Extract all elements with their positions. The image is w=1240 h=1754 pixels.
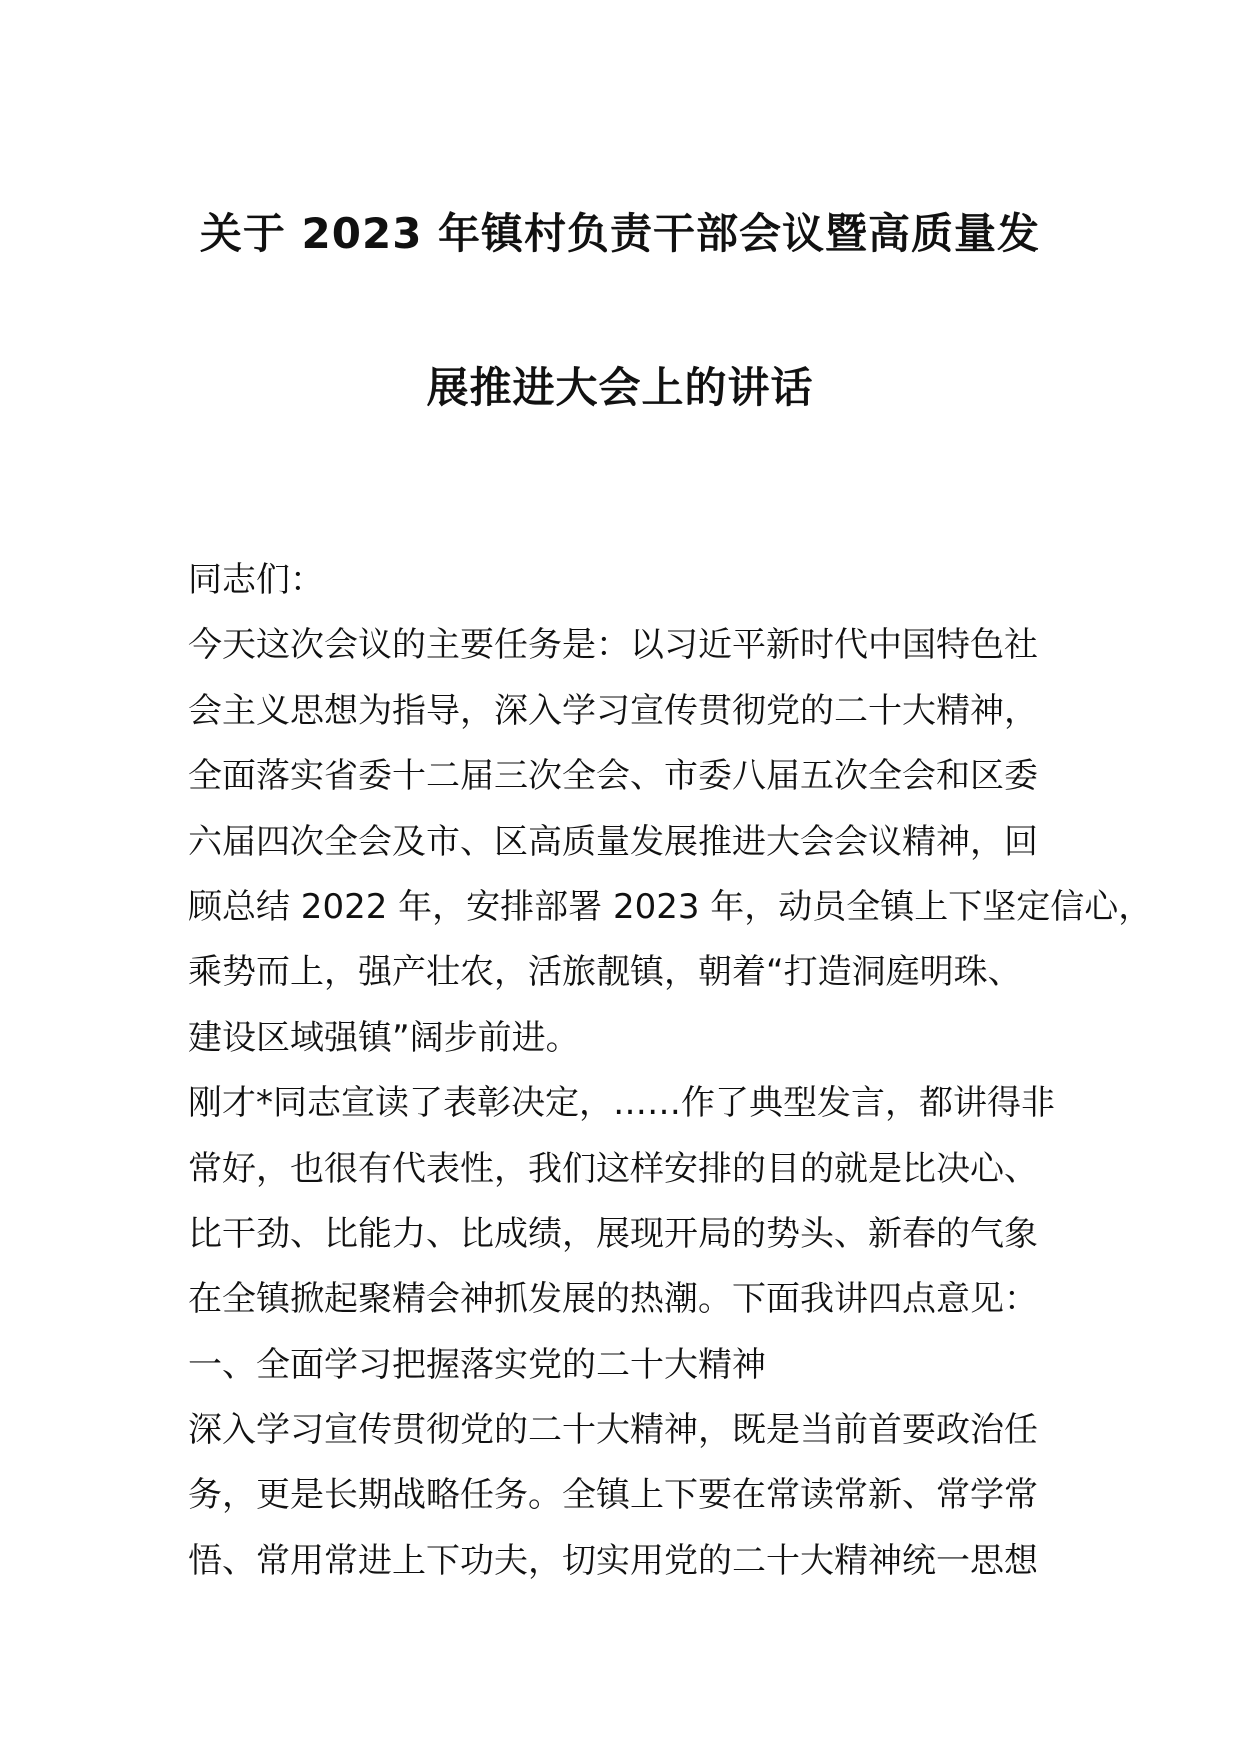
section-heading: 一、全面学习把握落实党的二十大精神 — [188, 1344, 766, 1385]
body-line: 顾总结 2022 年，安排部署 2023 年，动员全镇上下坚定信心， — [188, 886, 1153, 927]
body-line: 常好，也很有代表性，我们这样安排的目的就是比决心、 — [188, 1148, 1038, 1189]
body-line: 今天这次会议的主要任务是：以习近平新时代中国特色社 — [188, 625, 1038, 666]
document-body — [188, 548, 1153, 1594]
document-title-line-1: 关于 2023 年镇村负责干部会议暨高质量发 — [199, 209, 1041, 258]
document-title-line-2: 展推进大会上的讲话 — [426, 363, 814, 412]
salutation: 同志们： — [188, 560, 324, 600]
body-line: 务，更是长期战略任务。全镇上下要在常读常新、常学常 — [188, 1475, 1038, 1516]
body-line: 在全镇掀起聚精会神抓发展的热潮。下面我讲四点意见： — [188, 1279, 1038, 1320]
body-line: 乘势而上，强产壮农，活旅靓镇，朝着“打造洞庭明珠、 — [188, 952, 1022, 993]
body-line: 六届四次全会及市、区高质量发展推进大会会议精神，回 — [188, 821, 1038, 862]
body-line: 会主义思想为指导，深入学习宣传贯彻党的二十大精神， — [188, 690, 1038, 731]
body-line: 全面落实省委十二届三次全会、市委八届五次全会和区委 — [188, 756, 1038, 797]
body-line: 建设区域强镇”阔步前进。 — [188, 1017, 580, 1058]
body-line: 悟、常用常进上下功夫，切实用党的二十大精神统一思想 — [188, 1540, 1038, 1581]
body-line: 比干劲、比能力、比成绩，展现开局的势头、新春的气象 — [188, 1213, 1038, 1254]
body-line: 刚才*同志宣读了表彰决定，……作了典型发言，都讲得非 — [188, 1083, 1055, 1124]
body-line: 深入学习宣传贯彻党的二十大精神，既是当前首要政治任 — [188, 1410, 1038, 1451]
